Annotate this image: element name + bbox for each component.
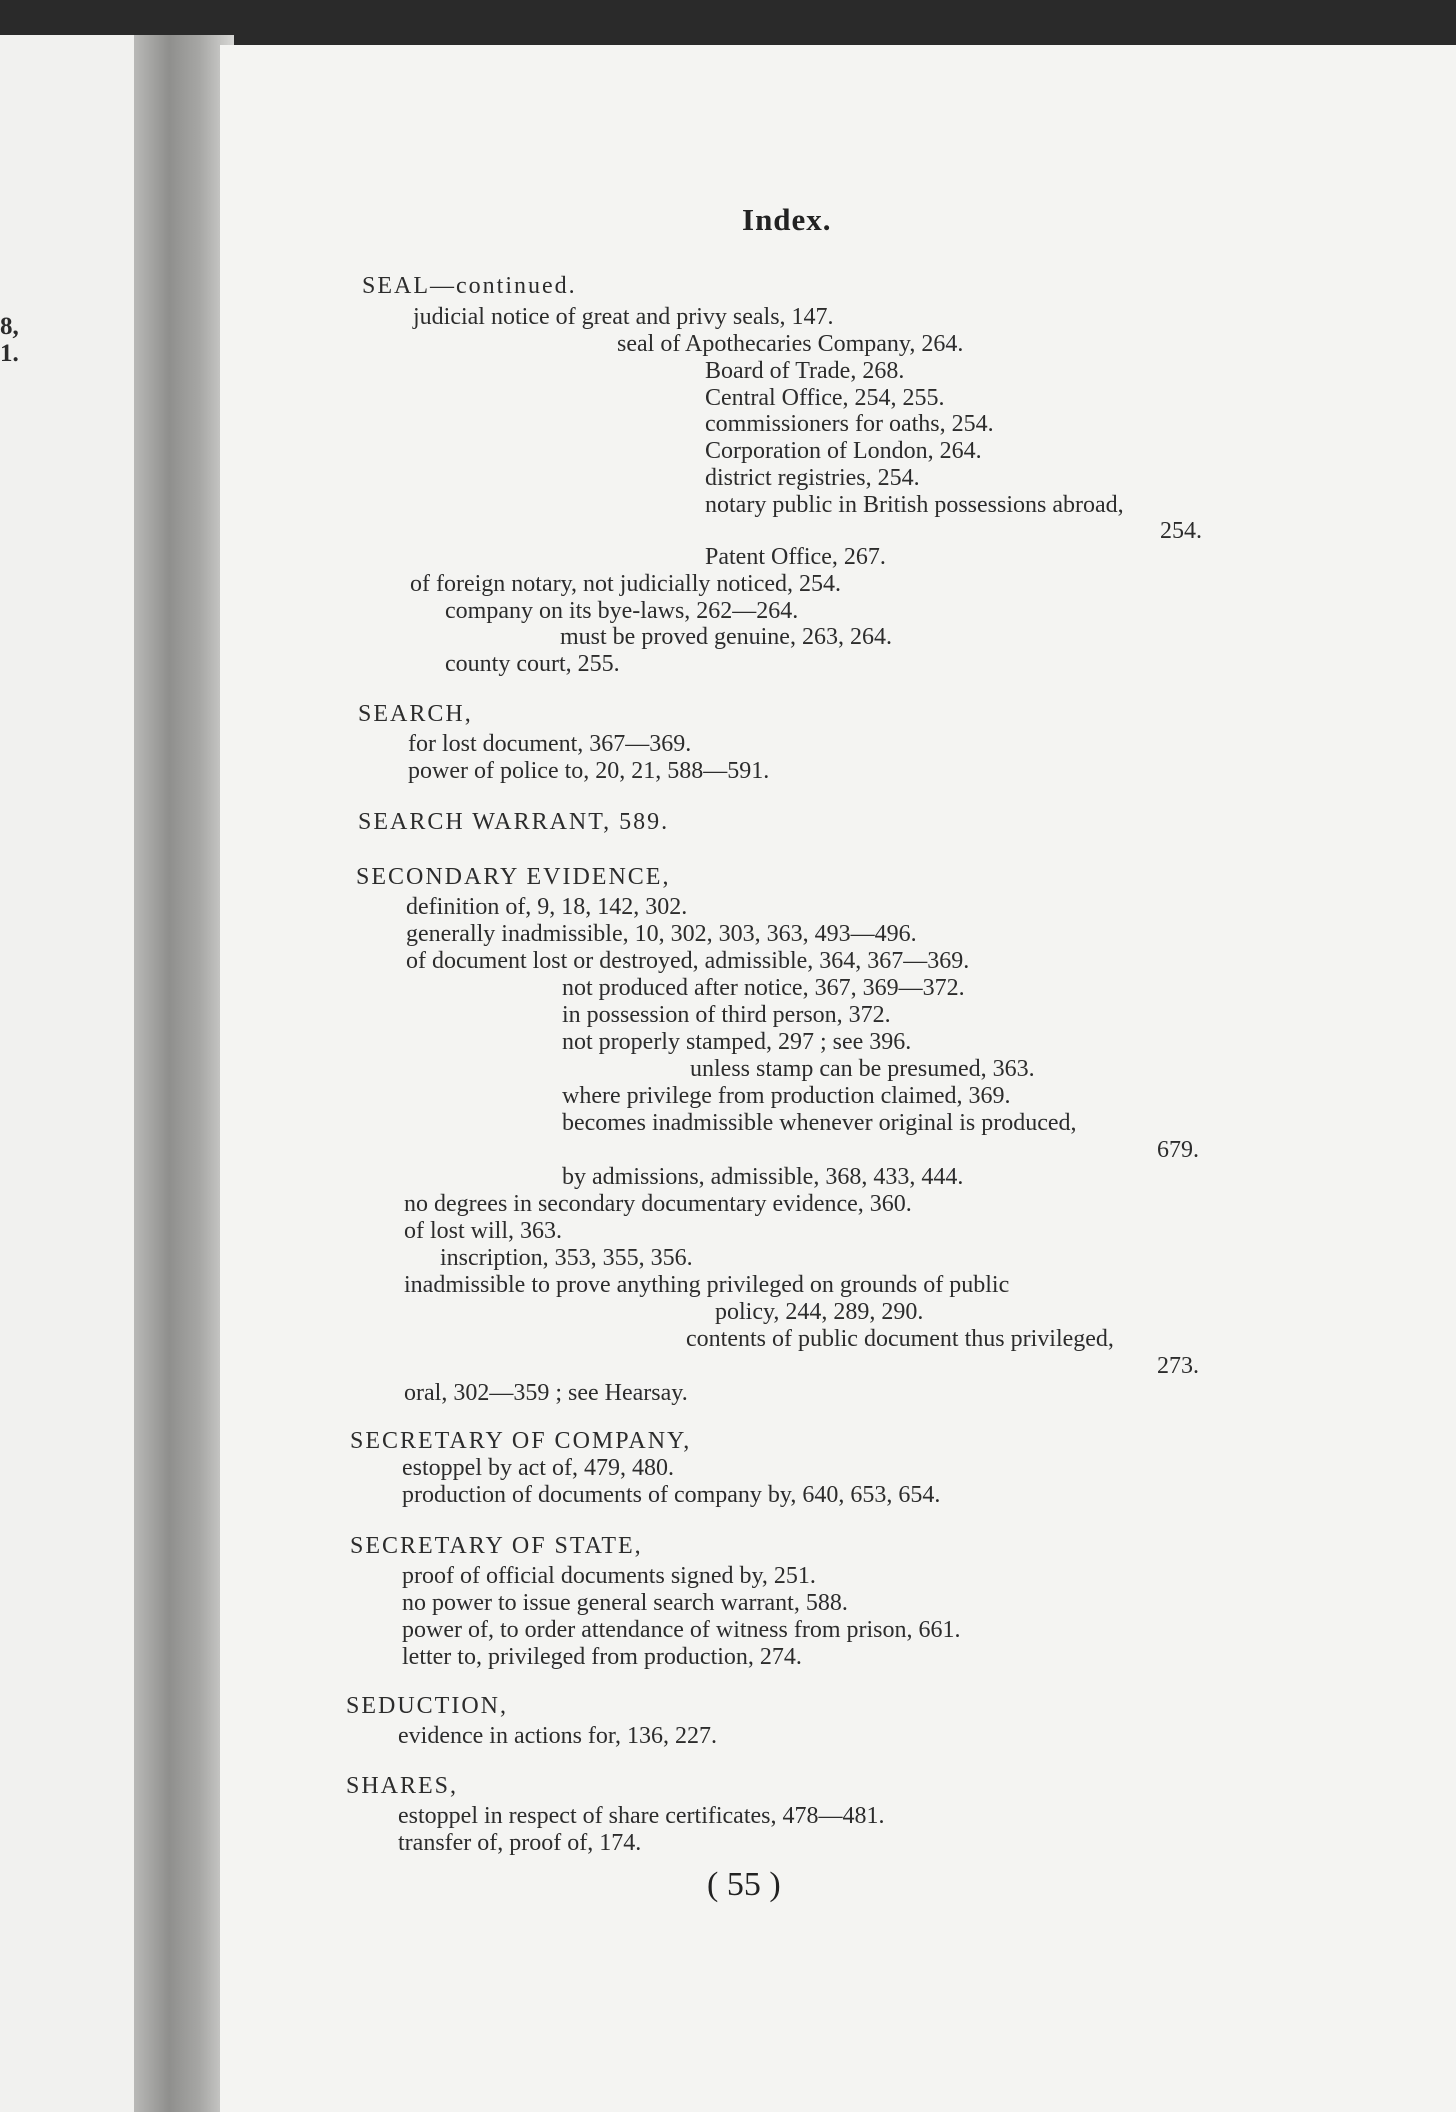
index-subentry: contents of public document thus privileged, — [686, 1326, 1114, 1352]
index-entry: SEDUCTION, — [346, 1693, 508, 1719]
index-subentry: Board of Trade, 268. — [705, 358, 905, 384]
index-subentry: company on its bye-laws, 262—264. — [445, 598, 799, 624]
index-subentry: proof of official documents signed by, 251. — [402, 1563, 816, 1589]
index-subentry: inscription, 353, 355, 356. — [440, 1245, 693, 1271]
index-page-ref: 273. — [1157, 1353, 1199, 1379]
left-page-fragment: 8, — [0, 313, 19, 340]
index-page-ref: 254. — [1160, 518, 1202, 544]
index-entry: SEARCH WARRANT, 589. — [358, 809, 670, 835]
index-entry: SECRETARY OF COMPANY, — [350, 1428, 692, 1454]
index-subentry: inadmissible to prove anything privileged on grounds of public — [404, 1272, 1010, 1298]
index-subentry: no degrees in secondary documentary evidence, 360. — [404, 1191, 912, 1217]
index-subentry: judicial notice of great and privy seals, 147. — [413, 304, 834, 330]
index-subentry: estoppel by act of, 479, 480. — [402, 1455, 674, 1481]
index-entry: SEARCH, — [358, 701, 473, 727]
index-subentry: evidence in actions for, 136, 227. — [398, 1723, 717, 1749]
index-subentry: district registries, 254. — [705, 465, 920, 491]
index-entry: SECONDARY EVIDENCE, — [356, 864, 671, 890]
index-subentry: transfer of, proof of, 174. — [398, 1830, 642, 1856]
index-subentry: notary public in British possessions abroad, — [705, 492, 1124, 518]
index-subentry: in possession of third person, 372. — [562, 1002, 891, 1028]
index-subentry: becomes inadmissible whenever original is produced, — [562, 1110, 1077, 1136]
index-subentry: definition of, 9, 18, 142, 302. — [406, 894, 688, 920]
index-entry: SEAL—continued. — [362, 273, 577, 299]
index-subentry: by admissions, admissible, 368, 433, 444. — [562, 1164, 964, 1190]
index-subentry: policy, 244, 289, 290. — [715, 1299, 924, 1325]
index-subentry: not produced after notice, 367, 369—372. — [562, 975, 965, 1001]
index-subentry: where privilege from production claimed, 369. — [562, 1083, 1011, 1109]
index-subentry: generally inadmissible, 10, 302, 303, 363, 493—496. — [406, 921, 917, 947]
index-subentry: estoppel in respect of share certificates, 478—481. — [398, 1803, 885, 1829]
index-subentry: power of, to order attendance of witness from prison, 661. — [402, 1617, 961, 1643]
index-subentry: seal of Apothecaries Company, 264. — [617, 331, 964, 357]
index-subentry: must be proved genuine, 263, 264. — [560, 624, 892, 650]
index-page-ref: 679. — [1157, 1137, 1199, 1163]
index-subentry: Central Office, 254, 255. — [705, 385, 945, 411]
index-subentry: of foreign notary, not judicially noticed, 254. — [410, 571, 842, 597]
index-subentry: unless stamp can be presumed, 363. — [690, 1056, 1035, 1082]
index-subentry: of document lost or destroyed, admissible, 364, 367—369. — [406, 948, 970, 974]
index-subentry: no power to issue general search warrant, 588. — [402, 1590, 848, 1616]
left-page-fragment: 1. — [0, 340, 19, 367]
index-subentry: oral, 302—359 ; see Hearsay. — [404, 1380, 688, 1406]
index-subentry: letter to, privileged from production, 274. — [402, 1644, 802, 1670]
index-subentry: for lost document, 367—369. — [408, 731, 692, 757]
index-subentry: of lost will, 363. — [404, 1218, 563, 1244]
index-subentry: Corporation of London, 264. — [705, 438, 982, 464]
index-entry: SHARES, — [346, 1773, 459, 1799]
index-subentry: Patent Office, 267. — [705, 544, 886, 570]
index-subentry: county court, 255. — [445, 651, 620, 677]
index-entry: SECRETARY OF STATE, — [350, 1533, 643, 1559]
index-subentry: production of documents of company by, 640, 653, 654. — [402, 1482, 941, 1508]
index-subentry: power of police to, 20, 21, 588—591. — [408, 758, 770, 784]
index-subentry: commissioners for oaths, 254. — [705, 411, 994, 437]
page-title: Index. — [742, 202, 832, 237]
index-subentry: not properly stamped, 297 ; see 396. — [562, 1029, 912, 1055]
page-number: ( 55 ) — [707, 1866, 781, 1903]
